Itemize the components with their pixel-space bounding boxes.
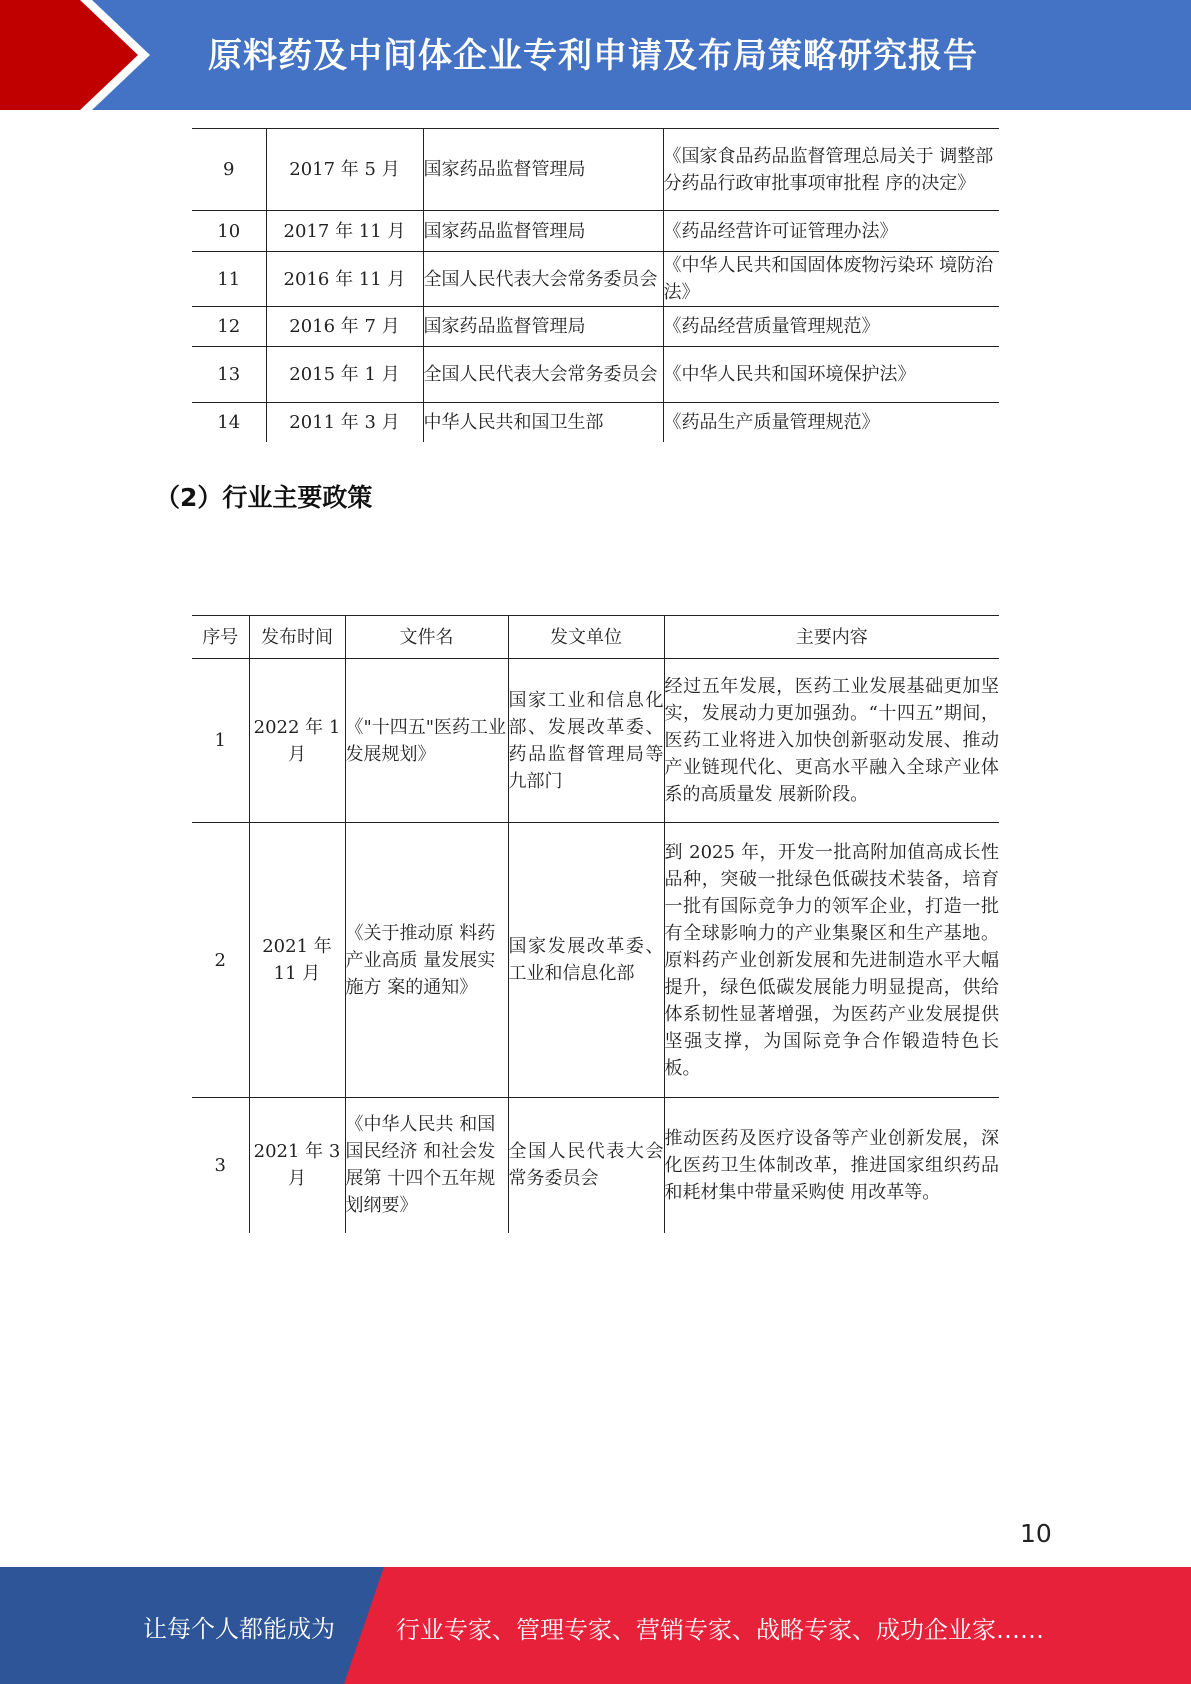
column-header: 文件名	[345, 616, 508, 659]
row-issuing-org: 国家发展改革委、工业和信息化部	[508, 823, 664, 1098]
regulation-table-continued	[192, 128, 999, 442]
table-row	[192, 252, 999, 307]
row-issuing-org: 国家工业和信息化部、发展改革委、药品监督管理局等九部门	[508, 659, 664, 823]
table-row	[192, 211, 999, 252]
row-document-name: 《关于推动原 料药产业高质 量发展实施方 案的通知》	[345, 823, 508, 1098]
row-document: 《国家食品药品监督管理总局关于 调整部分药品行政审批事项审批程 序的决定》	[663, 129, 999, 211]
row-date: 2011 年 3 月	[266, 403, 423, 442]
row-number: 10	[192, 211, 266, 252]
column-header: 序号	[192, 616, 249, 659]
row-main-content: 到 2025 年，开发一批高附加值高成长性品种，突破一批绿色低碳技术装备，培育一批有国际竞争力的领军企业，打造一批有全球影响力的产业集聚区和生产基地。原料药产业创新发展和先进制造水平大幅提升，绿色低碳发展能力明显提高，供给体系韧性显著增强，为医药产业发展提供坚强支撑，为国际竞争合作锻造特色长 板。	[664, 823, 999, 1098]
row-org: 全国人民代表大会常务委员会	[423, 252, 663, 307]
page-number: 10	[1020, 1519, 1052, 1548]
table-row	[192, 129, 999, 211]
column-header: 发布时间	[249, 616, 345, 659]
table-row	[192, 659, 999, 823]
row-number: 1	[192, 659, 249, 823]
column-header: 发文单位	[508, 616, 664, 659]
table-row	[192, 307, 999, 347]
row-document: 《药品经营许可证管理办法》	[663, 211, 999, 252]
row-document: 《药品生产质量管理规范》	[663, 403, 999, 442]
row-date: 2015 年 1 月	[266, 347, 423, 403]
row-number: 14	[192, 403, 266, 442]
row-main-content: 经过五年发展，医药工业发展基础更加坚实，发展动力更加强劲。“十四五”期间，医药工业将进入加快创新驱动发展、推动产业链现代化、更高水平融入全球产业体系的高质量发 展新阶段。	[664, 659, 999, 823]
row-date: 2016 年 11 月	[266, 252, 423, 307]
row-org: 国家药品监督管理局	[423, 129, 663, 211]
row-number: 9	[192, 129, 266, 211]
table-header-row	[192, 616, 999, 659]
row-date: 2021 年 3 月	[249, 1098, 345, 1233]
row-document-name: 《中华人民共 和国国民经济 和社会发展第 十四个五年规 划纲要》	[345, 1098, 508, 1233]
column-header: 主要内容	[664, 616, 999, 659]
row-org: 国家药品监督管理局	[423, 307, 663, 347]
row-date: 2021 年 11 月	[249, 823, 345, 1098]
row-org: 全国人民代表大会常务委员会	[423, 347, 663, 403]
footer-slogan-right: 行业专家、管理专家、营销专家、战略专家、成功企业家……	[396, 1616, 1044, 1644]
row-document-name: 《"十四五"医药工业发展规划》	[345, 659, 508, 823]
row-number: 13	[192, 347, 266, 403]
table-row	[192, 823, 999, 1098]
header-arrow-graphic	[0, 0, 160, 110]
row-date: 2022 年 1 月	[249, 659, 345, 823]
table-row	[192, 403, 999, 442]
row-org: 国家药品监督管理局	[423, 211, 663, 252]
row-date: 2017 年 5 月	[266, 129, 423, 211]
row-date: 2016 年 7 月	[266, 307, 423, 347]
row-org: 中华人民共和国卫生部	[423, 403, 663, 442]
footer-slogan-left: 让每个人都能成为	[143, 1615, 335, 1643]
row-date: 2017 年 11 月	[266, 211, 423, 252]
row-number: 2	[192, 823, 249, 1098]
row-number: 3	[192, 1098, 249, 1233]
row-document: 《药品经营质量管理规范》	[663, 307, 999, 347]
row-number: 11	[192, 252, 266, 307]
row-number: 12	[192, 307, 266, 347]
policy-table	[192, 615, 999, 1233]
row-document: 《中华人民共和国固体废物污染环 境防治法》	[663, 252, 999, 307]
report-title: 原料药及中间体企业专利申请及布局策略研究报告	[208, 36, 978, 76]
table-row	[192, 347, 999, 403]
row-main-content: 推动医药及医疗设备等产业创新发展，深化医药卫生体制改革，推进国家组织药品和耗材集中带量采购使 用改革等。	[664, 1098, 999, 1233]
row-issuing-org: 全国人民代表大会常务委员会	[508, 1098, 664, 1233]
table-row	[192, 1098, 999, 1233]
page-header	[0, 0, 1191, 110]
row-document: 《中华人民共和国环境保护法》	[663, 347, 999, 403]
page-footer	[0, 1567, 1191, 1684]
section-heading: （2）行业主要政策	[155, 483, 373, 512]
